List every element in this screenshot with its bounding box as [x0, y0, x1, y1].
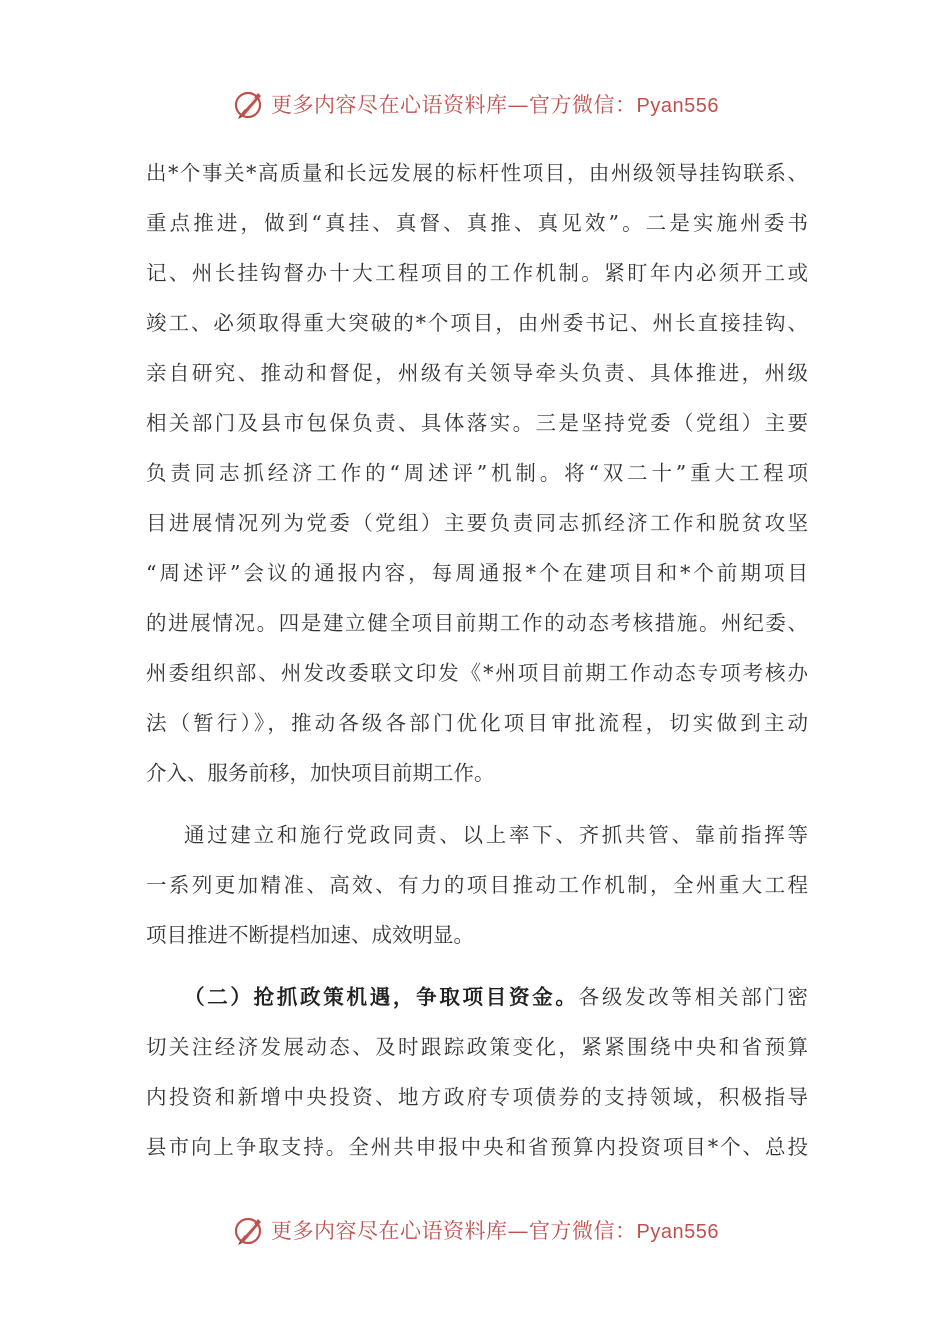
text-line: 县市向上争取支持。全州共申报中央和省预算内投资项目*个、总投 — [146, 1135, 808, 1159]
text-line: 的进展情况。四是建立健全项目前期工作的动态考核措施。州纪委、 — [146, 611, 808, 635]
text-line: “周述评”会议的通报内容，每周通报*个在建项目和*个前期项目 — [146, 561, 808, 585]
header-banner-cn: 更多内容尽在心语资料库—官方微信： — [271, 93, 637, 117]
paragraph-2 — [146, 810, 808, 960]
footer-banner-text — [271, 1215, 719, 1245]
text-line: 记、州长挂钩督办十大工程项目的工作机制。紧盯年内必须开工或 — [146, 261, 808, 285]
header-banner — [0, 84, 950, 124]
section-lead-text: 各级发改等相关部门密 — [578, 985, 809, 1009]
document-body — [146, 148, 808, 1172]
text-line: 项目推进不断提档加速、成效明显。 — [146, 923, 474, 947]
quill-pen-logo-icon — [231, 86, 267, 122]
text-line: 一系列更加精准、高效、有力的项目推动工作机制，全州重大工程 — [146, 873, 808, 897]
text-line: 重点推进，做到“真挂、真督、真推、真见效”。二是实施州委书 — [146, 211, 808, 235]
text-line: 内投资和新增中央投资、地方政府专项债券的支持领域，积极指导 — [146, 1085, 808, 1109]
text-line: 通过建立和施行党政同责、以上率下、齐抓共管、靠前指挥等 — [184, 823, 808, 847]
paragraph-3 — [146, 972, 808, 1172]
text-line: 竣工、必须取得重大突破的*个项目，由州委书记、州长直接挂钩、 — [146, 311, 808, 335]
text-line: 介入、服务前移，加快项目前期工作。 — [146, 761, 495, 785]
text-line: 目进展情况列为党委（党组）主要负责同志抓经济工作和脱贫攻坚 — [146, 511, 808, 535]
paragraph-1 — [146, 148, 808, 798]
header-banner-text — [271, 89, 719, 119]
text-line: 法（暂行）》，推动各级各部门优化项目审批流程，切实做到主动 — [146, 711, 808, 735]
text-line: 负责同志抓经济工作的“周述评”机制。将“双二十”重大工程项 — [146, 461, 808, 485]
header-banner-id: Pyan556 — [636, 95, 719, 117]
text-line: 出*个事关*高质量和长远发展的标杆性项目，由州级领导挂钩联系、 — [146, 161, 808, 185]
text-line — [146, 972, 808, 1022]
quill-pen-logo-icon — [231, 1212, 267, 1248]
text-line: 相关部门及县市包保负责、具体落实。三是坚持党委（党组）主要 — [146, 411, 808, 435]
text-line: 亲自研究、推动和督促，州级有关领导牵头负责、具体推进，州级 — [146, 361, 808, 385]
text-line: 州委组织部、州发改委联文印发《*州项目前期工作动态专项考核办 — [146, 661, 808, 685]
section-heading: （二）抢抓政策机遇，争取项目资金。 — [184, 985, 579, 1009]
text-line: 切关注经济发展动态、及时跟踪政策变化，紧紧围绕中央和省预算 — [146, 1035, 808, 1059]
footer-banner-cn: 更多内容尽在心语资料库—官方微信： — [271, 1219, 637, 1243]
footer-banner — [0, 1210, 950, 1250]
footer-banner-id: Pyan556 — [636, 1221, 719, 1243]
